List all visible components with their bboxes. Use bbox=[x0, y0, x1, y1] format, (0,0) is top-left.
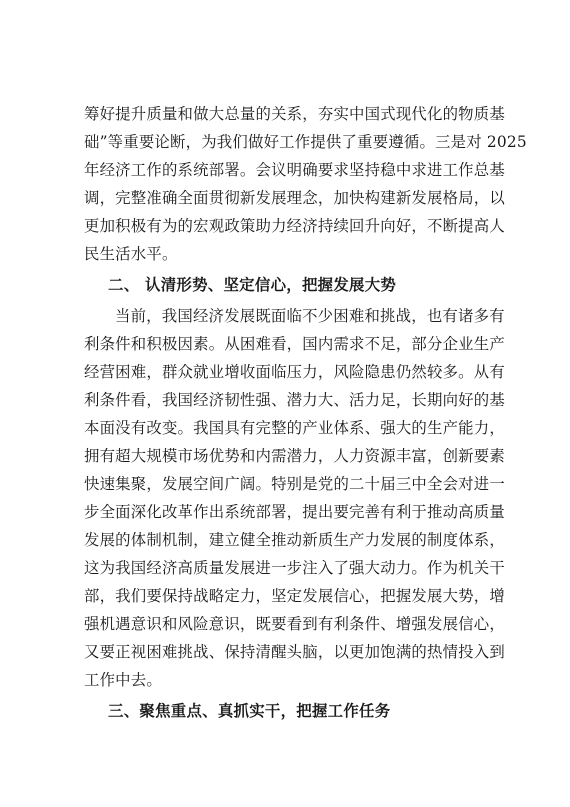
text-line: 调，完整准确全面贯彻新发展理念，加快构建新发展格局，以 bbox=[84, 189, 505, 207]
text-line: 强机遇意识和风险意识，既要看到有利条件、增强发展信心， bbox=[84, 615, 505, 633]
section-heading-2: 二、 认清形势、坚定信心，把握发展大势 bbox=[108, 276, 397, 294]
text-line: 当前，我国经济发展既面临不少困难和挑战，也有诸多有 bbox=[115, 307, 505, 325]
section-heading-3: 三、聚焦重点、真抓实干，把握工作任务 bbox=[108, 702, 391, 720]
document-body bbox=[84, 100, 527, 728]
text-line: 利条件和积极因素。从困难看，国内需求不足，部分企业生产 bbox=[84, 335, 505, 353]
text-line: 又要正视困难挑战、保持清醒头脑，以更加饱满的热情投入到 bbox=[84, 643, 505, 661]
text-line: 快速集聚，发展空间广阔。特别是党的二十届三中全会对进一 bbox=[84, 475, 505, 493]
text-line: 发展的体制机制，建立健全推动新质生产力发展的制度体系， bbox=[84, 531, 505, 549]
text-line: 筹好提升质量和做大总量的关系，夯实中国式现代化的物质基 bbox=[84, 105, 505, 123]
text-line: 这为我国经济高质量发展进一步注入了强大动力。作为机关干 bbox=[84, 559, 505, 577]
text-line: 更加积极有为的宏观政策助力经济持续回升向好，不断提高人 bbox=[84, 217, 505, 235]
text-line: 年经济工作的系统部署。会议明确要求坚持稳中求进工作总基 bbox=[84, 161, 505, 179]
paragraph-1 bbox=[84, 100, 527, 268]
paragraph-2 bbox=[84, 302, 505, 694]
text-line: 工作中去。 bbox=[84, 671, 162, 689]
text-line: 部，我们要保持战略定力，坚定发展信心，把握发展大势，增 bbox=[84, 587, 505, 605]
text-line: 拥有超大规模市场优势和内需潜力，人力资源丰富，创新要素 bbox=[84, 447, 505, 465]
text-line: 础”等重要论断，为我们做好工作提供了重要遵循。三是对 2025 bbox=[84, 133, 527, 151]
text-line: 民生活水平。 bbox=[84, 245, 178, 263]
text-line: 步全面深化改革作出系统部署，提出要完善有利于推动高质量 bbox=[84, 503, 505, 521]
text-line: 利条件看，我国经济韧性强、潜力大、活力足，长期向好的基 bbox=[84, 391, 505, 409]
text-line: 本面没有改变。我国具有完整的产业体系、强大的生产能力， bbox=[84, 419, 505, 437]
text-line: 经营困难，群众就业增收面临压力，风险隐患仍然较多。从有 bbox=[84, 363, 505, 381]
